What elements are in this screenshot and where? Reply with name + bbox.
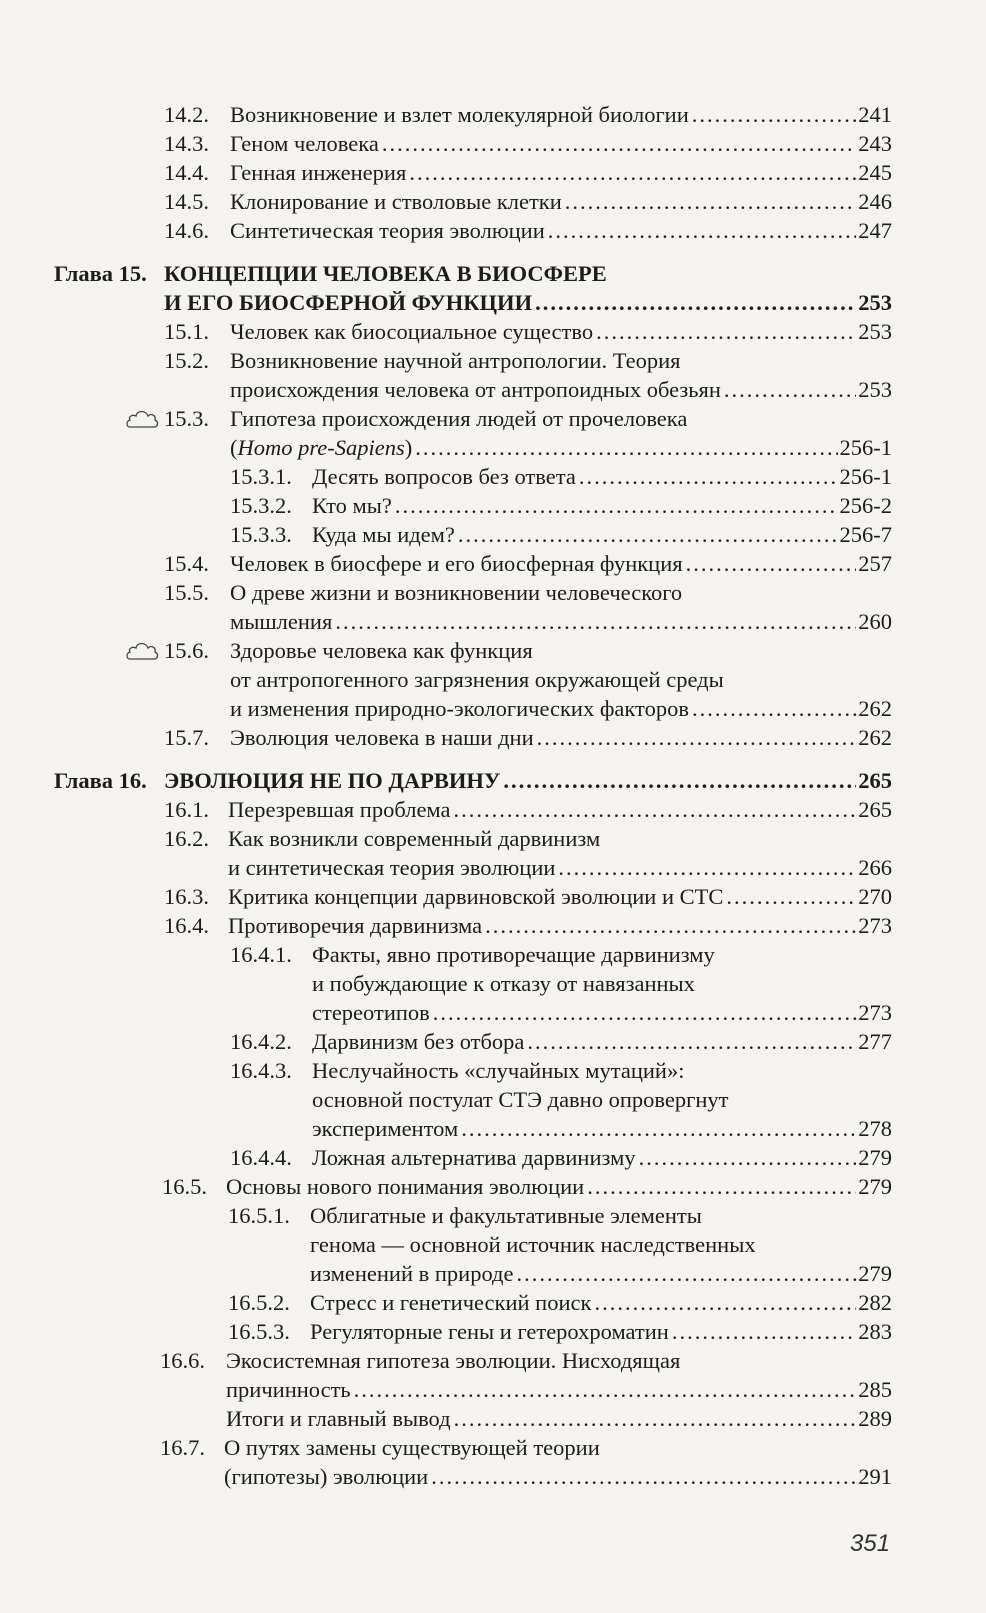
entry-number: 16.4.1. bbox=[230, 942, 292, 967]
entry-title-line: Как возникли современный дарвинизм bbox=[228, 826, 601, 851]
entry-title: Клонирование и стволовые клетки bbox=[230, 189, 562, 214]
chapter-number: Глава 16. bbox=[54, 768, 147, 793]
entry-title-line: основной постулат СТЭ давно опровергнут bbox=[312, 1087, 729, 1112]
entry-number: 16.5.1. bbox=[228, 1203, 290, 1228]
entry-page: 278 bbox=[858, 1116, 892, 1141]
page-number: 351 bbox=[850, 1530, 891, 1557]
entry-title: Человек в биосфере и его биосферная функция bbox=[230, 551, 683, 576]
entry-number: 14.6. bbox=[164, 218, 209, 243]
entry-number: 16.4. bbox=[164, 913, 209, 938]
entry-page: 256-1 bbox=[839, 435, 892, 460]
toc-entry[interactable] bbox=[230, 549, 892, 579]
entry-title: Ложная альтернатива дарвинизму bbox=[312, 1145, 636, 1170]
entry-title-line: Экосистемная гипотеза эволюции. Нисходящая bbox=[226, 1348, 681, 1373]
entry-number: 15.7. bbox=[164, 725, 209, 750]
entry-title: мышления bbox=[230, 609, 333, 634]
entry-title: экспериментом bbox=[312, 1116, 459, 1141]
entry-page: 257 bbox=[858, 551, 892, 576]
chapter-entry[interactable] bbox=[164, 766, 892, 796]
latin-term: Homo pre-Sapiens bbox=[237, 435, 405, 460]
toc-entry[interactable] bbox=[312, 1114, 892, 1144]
entry-page: 243 bbox=[858, 131, 892, 156]
toc-entry[interactable] bbox=[312, 462, 892, 492]
entry-page: 253 bbox=[858, 377, 892, 402]
entry-page: 270 bbox=[858, 884, 892, 909]
entry-page: 266 bbox=[858, 855, 892, 880]
entry-title: и синтетическая теория эволюции bbox=[228, 855, 556, 880]
toc-entry[interactable] bbox=[226, 1375, 892, 1405]
entry-title: Генная инженерия bbox=[230, 160, 407, 185]
toc-entry[interactable] bbox=[224, 1462, 892, 1492]
entry-number: 15.4. bbox=[164, 551, 209, 576]
entry-page: 247 bbox=[858, 218, 892, 243]
entry-title: (гипотезы) эволюции bbox=[224, 1464, 429, 1489]
entry-page: 241 bbox=[858, 102, 892, 127]
entry-page: 256-7 bbox=[839, 522, 892, 547]
entry-page: 291 bbox=[858, 1464, 892, 1489]
entry-page: 273 bbox=[858, 1000, 892, 1025]
entry-page: 260 bbox=[858, 609, 892, 634]
entry-page: 277 bbox=[858, 1029, 892, 1054]
entry-title-line: О древе жизни и возникновении человеческого bbox=[230, 580, 683, 605]
entry-number: 15.3.3. bbox=[230, 522, 292, 547]
toc-entry[interactable] bbox=[230, 375, 892, 405]
entry-page: 279 bbox=[858, 1145, 892, 1170]
entry-page: 256-2 bbox=[839, 493, 892, 518]
toc-entry[interactable] bbox=[312, 1143, 892, 1173]
entry-title: Кто мы? bbox=[312, 493, 392, 518]
entry-page: 289 bbox=[858, 1406, 892, 1431]
toc-entry[interactable] bbox=[228, 911, 892, 941]
entry-title-line: генома — основной источник наследственных bbox=[310, 1232, 756, 1257]
entry-title: Возникновение и взлет молекулярной биологии bbox=[230, 102, 689, 127]
entry-title-line: Факты, явно противоречащие дарвинизму bbox=[312, 942, 715, 967]
entry-page: 282 bbox=[858, 1290, 892, 1315]
entry-title-line: и побуждающие к отказу от навязанных bbox=[312, 971, 695, 996]
entry-number: 16.4.2. bbox=[230, 1029, 292, 1054]
toc-entry[interactable] bbox=[230, 187, 892, 217]
entry-page: 265 bbox=[858, 797, 892, 822]
entry-number: 16.5.3. bbox=[228, 1319, 290, 1344]
chapter-title-line: КОНЦЕПЦИИ ЧЕЛОВЕКА В БИОСФЕРЕ bbox=[164, 261, 607, 286]
entry-title-line: Облигатные и факультативные элементы bbox=[310, 1203, 702, 1228]
entry-number: 14.5. bbox=[164, 189, 209, 214]
toc-entry[interactable] bbox=[230, 216, 892, 246]
entry-title-line: Гипотеза происхождения людей от прочеловека bbox=[230, 406, 688, 431]
entry-number: 15.5. bbox=[164, 580, 209, 605]
entry-page: 262 bbox=[858, 696, 892, 721]
toc-entry[interactable] bbox=[310, 1288, 892, 1318]
entry-page: 245 bbox=[858, 160, 892, 185]
entry-title: Куда мы идем? bbox=[312, 522, 455, 547]
entry-title: Противоречия дарвинизма bbox=[228, 913, 483, 938]
entry-page: 279 bbox=[858, 1174, 892, 1199]
chapter-title: ЭВОЛЮЦИЯ НЕ ПО ДАРВИНУ bbox=[164, 768, 501, 793]
toc-entry[interactable] bbox=[228, 882, 892, 912]
entry-title: происхождения человека от антропоидных обезьян bbox=[230, 377, 721, 402]
entry-title: изменений в природе bbox=[310, 1261, 514, 1286]
toc-entry[interactable] bbox=[226, 1172, 892, 1202]
entry-title-line: Здоровье человека как функция bbox=[230, 638, 533, 663]
entry-page: 285 bbox=[858, 1377, 892, 1402]
entry-number: 16.2. bbox=[164, 826, 209, 851]
toc-entry[interactable] bbox=[312, 491, 892, 521]
entry-page: 262 bbox=[858, 725, 892, 750]
entry-title: Регуляторные гены и гетерохроматин bbox=[310, 1319, 669, 1344]
entry-number: 14.2. bbox=[164, 102, 209, 127]
entry-number: 15.1. bbox=[164, 319, 209, 344]
entry-page: 279 bbox=[858, 1261, 892, 1286]
toc-entry[interactable] bbox=[228, 795, 892, 825]
toc-entry[interactable] bbox=[230, 723, 892, 753]
entry-title: Критика концепции дарвиновской эволюции и СТС bbox=[228, 884, 724, 909]
entry-title: Десять вопросов без ответа bbox=[312, 464, 576, 489]
entry-number: 14.3. bbox=[164, 131, 209, 156]
chapter-entry[interactable] bbox=[164, 288, 892, 318]
entry-title: Синтетическая теория эволюции bbox=[230, 218, 545, 243]
entry-title: Геном человека bbox=[230, 131, 379, 156]
chapter-title: И ЕГО БИОСФЕРНОЙ ФУНКЦИИ bbox=[164, 290, 533, 315]
entry-number: 15.6. bbox=[164, 638, 209, 663]
entry-title: Итоги и главный вывод bbox=[226, 1406, 451, 1431]
toc-entry[interactable] bbox=[230, 433, 892, 463]
toc-entry[interactable] bbox=[230, 129, 892, 159]
entry-number: 15.3. bbox=[164, 406, 209, 431]
entry-title: причинность bbox=[226, 1377, 351, 1402]
toc-entry[interactable] bbox=[312, 1027, 892, 1057]
entry-title: Дарвинизм без отбора bbox=[312, 1029, 525, 1054]
entry-number: 16.6. bbox=[160, 1348, 205, 1373]
toc-entry[interactable] bbox=[230, 100, 892, 130]
entry-number: 16.5. bbox=[162, 1174, 207, 1199]
entry-number: 15.3.2. bbox=[230, 493, 292, 518]
entry-number: 15.3.1. bbox=[230, 464, 292, 489]
entry-title-line: О путях замены существующей теории bbox=[224, 1435, 600, 1460]
entry-page: 265 bbox=[858, 768, 892, 793]
entry-number: 16.5.2. bbox=[228, 1290, 290, 1315]
cloud-icon bbox=[124, 408, 160, 430]
entry-title: Эволюция человека в наши дни bbox=[230, 725, 534, 750]
entry-number: 14.4. bbox=[164, 160, 209, 185]
toc-entry[interactable] bbox=[310, 1259, 892, 1289]
toc-entry[interactable] bbox=[312, 998, 892, 1028]
toc-entry[interactable] bbox=[230, 317, 892, 347]
entry-title-line: Возникновение научной антропологии. Теория bbox=[230, 348, 681, 373]
entry-page: 253 bbox=[858, 319, 892, 344]
entry-number: 15.2. bbox=[164, 348, 209, 373]
entry-number: 16.4.3. bbox=[230, 1058, 292, 1083]
entry-page: 256-1 bbox=[839, 464, 892, 489]
toc-entry[interactable] bbox=[226, 1404, 892, 1434]
entry-title: (Homo pre-Sapiens) bbox=[230, 435, 413, 460]
toc-entry[interactable] bbox=[312, 520, 892, 550]
toc-entry[interactable] bbox=[230, 607, 892, 637]
entry-title: и изменения природно-экологических факторов bbox=[230, 696, 689, 721]
entry-title: Основы нового понимания эволюции bbox=[226, 1174, 585, 1199]
entry-title: Перезревшая проблема bbox=[228, 797, 451, 822]
entry-title: стереотипов bbox=[312, 1000, 430, 1025]
entry-number: 16.1. bbox=[164, 797, 209, 822]
toc-entry[interactable] bbox=[310, 1317, 892, 1347]
toc-entry[interactable] bbox=[230, 158, 892, 188]
entry-number: 16.7. bbox=[160, 1435, 205, 1460]
entry-number: 16.3. bbox=[164, 884, 209, 909]
entry-title: Человек как биосоциальное существо bbox=[230, 319, 594, 344]
toc-entry[interactable] bbox=[230, 694, 892, 724]
entry-title-line: Неслучайность «случайных мутаций»: bbox=[312, 1058, 685, 1083]
entry-number: 16.4.4. bbox=[230, 1145, 292, 1170]
entry-page: 246 bbox=[858, 189, 892, 214]
toc-entry[interactable] bbox=[228, 853, 892, 883]
entry-title: Стресс и генетический поиск bbox=[310, 1290, 592, 1315]
chapter-number: Глава 15. bbox=[54, 261, 147, 286]
cloud-icon bbox=[124, 640, 160, 662]
entry-title-line: от антропогенного загрязнения окружающей среды bbox=[230, 667, 724, 692]
entry-page: 253 bbox=[858, 290, 892, 315]
entry-page: 283 bbox=[858, 1319, 892, 1344]
entry-page: 273 bbox=[858, 913, 892, 938]
